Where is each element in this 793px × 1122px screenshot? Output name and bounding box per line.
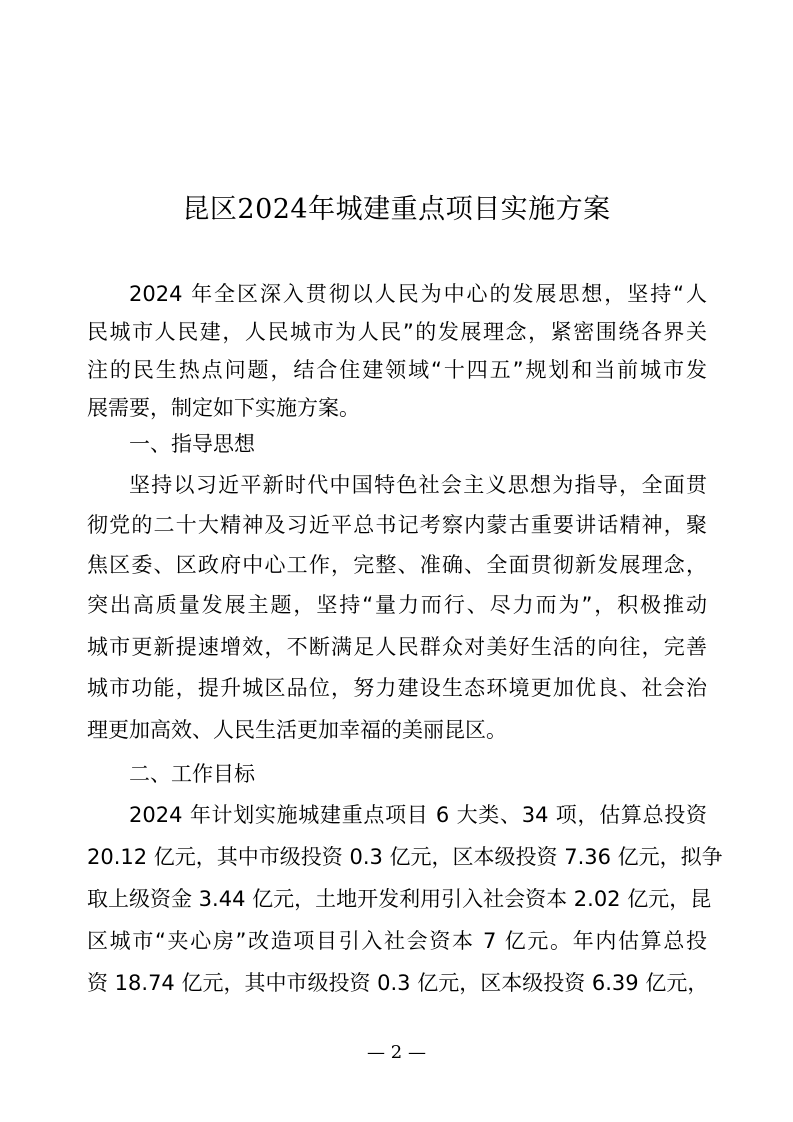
section1-line-1: 坚持以习近平新时代中国特色社会主义思想为指导，全面贯 [129,473,707,497]
section2-line-1: 2024 年计划实施城建重点项目 6 大类、34 项，估算总投资 [129,803,707,827]
document-title: 昆区2024年城建重点项目实施方案 [182,194,611,225]
section1-line-3: 焦区委、区政府中心工作，完整、准确、全面贯彻新发展理念， [87,553,707,577]
section2-line-2: 20.12 亿元，其中市级投资 0.3 亿元，区本级投资 7.36 亿元，拟争 [87,845,723,869]
intro-line-4: 展需要，制定如下实施方案。 [87,396,360,420]
section-heading-guiding-ideology: 一、指导思想 [129,432,255,456]
section1-line-7: 理更加高效、人民生活更加幸福的美丽昆区。 [87,718,507,742]
section1-line-5: 城市更新提速增效，不断满足人民群众对美好生活的向往，完善 [87,635,707,659]
section-heading-work-goals: 二、工作目标 [129,762,255,786]
section1-line-6: 城市功能，提升城区品位，努力建设生态环境更加优良、社会治 [87,676,707,700]
section2-line-5: 资 18.74 亿元，其中市级投资 0.3 亿元，区本级投资 6.39 亿元， [87,971,709,995]
page-number: — 2 — [367,1042,426,1063]
intro-line-3: 注的民生热点问题，结合住建领域“十四五”规划和当前城市发 [87,358,707,382]
section2-line-3: 取上级资金 3.44 亿元，土地开发利用引入社会资本 2.02 亿元，昆 [87,887,712,911]
section2-line-4: 区城市“夹心房”改造项目引入社会资本 7 亿元。年内估算总投 [87,929,707,953]
intro-line-1: 2024 年全区深入贯彻以人民为中心的发展思想，坚持“人 [129,282,707,306]
section1-line-2: 彻党的二十大精神及习近平总书记考察内蒙古重要讲话精神，聚 [87,513,707,537]
intro-line-2: 民城市人民建，人民城市为人民”的发展理念，紧密围绕各界关 [87,320,707,344]
section1-line-4: 突出高质量发展主题，坚持“量力而行、尽力而为”，积极推动 [87,593,707,617]
